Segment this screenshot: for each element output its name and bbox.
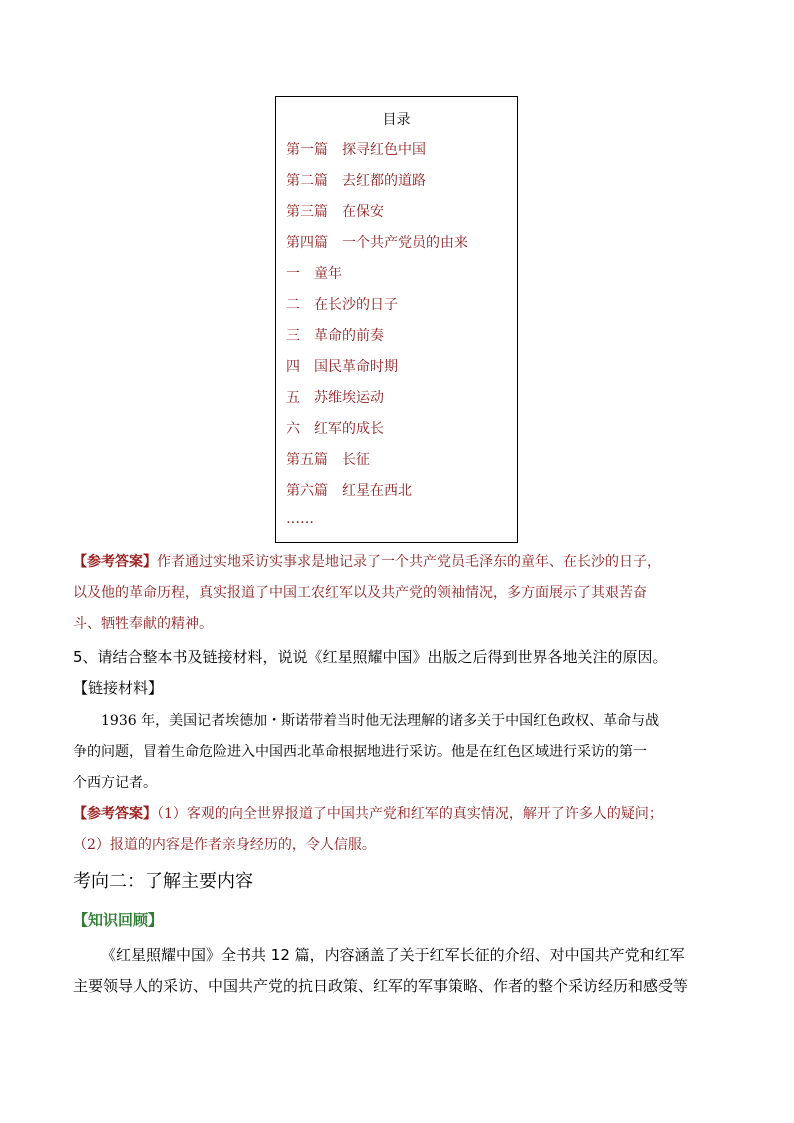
toc-item: 第三篇 在保安 [286, 204, 384, 220]
toc-item: 一 童年 [286, 266, 342, 282]
toc-item: 六 红军的成长 [286, 421, 384, 437]
answer-1-line-3: 斗、牺牲奉献的精神。 [73, 616, 213, 632]
toc-item: 第六篇 红星在西北 [286, 483, 412, 499]
answer-2-text: （1）客观的向全世界报道了中国共产党和红军的真实情况，解开了许多人的疑问； [157, 806, 663, 822]
toc-item: 第五篇 长征 [286, 452, 370, 468]
toc-item: 三 革命的前奏 [286, 328, 384, 344]
link-material-line-1: 1936 年，美国记者埃德加・斯诺带着当时他无法理解的诸多关于中国红色政权、革命与战 [101, 713, 660, 729]
knowledge-review-label: 【知识回顾】 [73, 911, 164, 929]
toc-title: 目录 [382, 112, 411, 128]
reference-answer-label: 【参考答案】 [73, 806, 157, 822]
link-material-line-3: 个西方记者。 [73, 775, 157, 791]
answer-2-line-1 [73, 799, 723, 830]
toc-item: …… [286, 511, 314, 527]
table-of-contents-box [275, 96, 518, 543]
toc-item: 第四篇 一个共产党员的由来 [286, 235, 468, 251]
section-heading: 考向二：了解主要内容 [73, 871, 253, 892]
toc-item: 四 国民革命时期 [286, 359, 398, 375]
answer-1-line-2: 以及他的革命历程，真实报道了中国工农红军以及共产党的领袖情况，多方面展示了其艰苦奋 [73, 585, 647, 601]
answer-1-line-1 [73, 547, 723, 578]
toc-item: 第二篇 去红都的道路 [286, 173, 426, 189]
link-material-line-2: 争的问题，冒着生命危险进入中国西北革命根据地进行采访。他是在红色区域进行采访的第一 [73, 744, 647, 760]
link-material-label: 【链接材料】 [73, 679, 164, 697]
toc-item: 二 在长沙的日子 [286, 297, 398, 313]
answer-2-line-2: （2）报道的内容是作者亲身经历的，令人信服。 [73, 837, 376, 853]
toc-item: 五 苏维埃运动 [286, 390, 384, 406]
knowledge-line-2: 主要领导人的采访、中国共产党的抗日政策、红军的军事策略、作者的整个采访经历和感受等 [73, 977, 689, 995]
answer-1-text: 作者通过实地采访实事求是地记录了一个共产党员毛泽东的童年、在长沙的日子， [157, 554, 661, 570]
toc-item: 第一篇 探寻红色中国 [286, 142, 426, 158]
reference-answer-label: 【参考答案】 [73, 554, 157, 570]
question-5: 5、请结合整本书及链接材料，说说《红星照耀中国》出版之后得到世界各地关注的原因。 [73, 648, 668, 666]
knowledge-line-1: 《红星照耀中国》全书共 12 篇，内容涵盖了关于红军长征的介绍、对中国共产党和红军 [101, 946, 685, 964]
